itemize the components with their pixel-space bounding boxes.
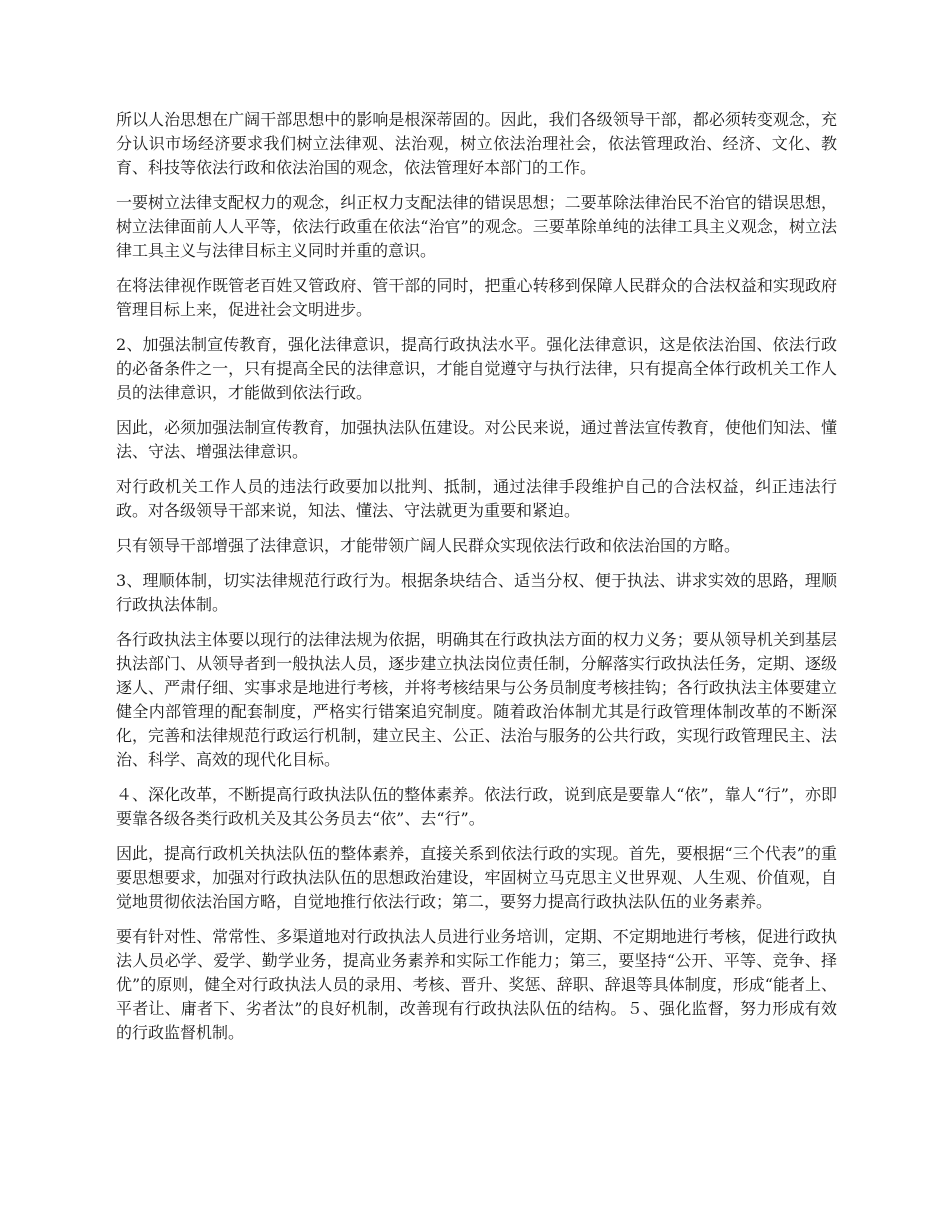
paragraph-3: 在将法律视作既管老百姓又管政府、管干部的同时，把重心转移到保障人民群众的合法权益和实现政府管理目标上来，促进社会文明进步。 (116, 276, 837, 319)
paragraph-5: 因此，必须加强法制宣传教育，加强执法队伍建设。对公民来说，通过普法宣传教育，使他们知法、懂法、守法、增强法律意识。 (116, 418, 837, 461)
paragraph-12: 要有针对性、常常性、多渠道地对行政执法人员进行业务培训，定期、不定期地进行考核，促进行政执法人员必学、爱学、勤学业务，提高业务素养和实际工作能力；第三，要坚持“公开、平等、竞争、择优”的原则，健全对行政执法人员的录用、考核、晋升、奖惩、辞职、辞退等具体制度，形成“能者上、平者让、庸者下、劣者汰”的良好机制，改善现有行政执法队伍的结构。５、强化监督，努力形成有效的行政监督机制。 (116, 927, 837, 1042)
paragraph-7: 只有领导干部增强了法律意识，才能带领广阔人民群众实现依法行政和依法治国的方略。 (116, 536, 741, 555)
paragraph-9: 各行政执法主体要以现行的法律法规为依据，明确其在行政执法方面的权力义务；要从领导机关到基层执法部门、从领导者到一般执法人员，逐步建立执法岗位责任制，分解落实行政执法任务，定期、逐级逐人、严肃仔细、实事求是地进行考核，并将考核结果与公务员制度考核挂钩；各行政执法主体要建立健全内部管理的配套制度，严格实行错案追究制度。随着政治体制尤其是行政管理体制改革的不断深化，完善和法律规范行政运行机制，建立民主、公正、法治与服务的公共行政，实现行政管理民主、法治、科学、高效的现代化目标。 (116, 630, 837, 769)
paragraph-4: 2、加强法制宣传教育，强化法律意识，提高行政执法水平。强化法律意识，这是依法治国、依法行政的必备条件之一，只有提高全民的法律意识，才能自觉遵守与执行法律，只有提高全体行政机关工作人员的法律意识，才能做到依法行政。 (116, 335, 837, 402)
paragraph-8: 3、理顺体制，切实法律规范行政行为。根据条块结合、适当分权、便于执法、讲求实效的思路，理顺行政执法体制。 (116, 571, 837, 614)
paragraph-6: 对行政机关工作人员的违法行政要加以批判、抵制，通过法律手段维护自己的合法权益，纠正违法行政。对各级领导干部来说，知法、懂法、守法就更为重要和紧迫。 (116, 477, 837, 520)
paragraph-2: 一要树立法律支配权力的观念，纠正权力支配法律的错误思想；二要革除法律治民不治官的错误思想，树立法律面前人人平等，依法行政重在依法“治官”的观念。三要革除单纯的法律工具主义观念，树立法律工具主义与法律目标主义同时并重的意识。 (116, 193, 837, 260)
paragraph-10: ４、深化改革，不断提高行政执法队伍的整体素养。依法行政，说到底是要靠人“依”，靠人“行”，亦即要靠各级各类行政机关及其公务员去“依”、去“行”。 (116, 785, 837, 828)
paragraph-1: 所以人治思想在广阔干部思想中的影响是根深蒂固的。因此，我们各级领导干部，都必须转变观念，充分认识市场经济要求我们树立法律观、法治观，树立依法治理社会，依法管理政治、经济、文化、教育、科技等依法行政和依法治国的观念，依法管理好本部门的工作。 (116, 110, 837, 177)
document-body (116, 108, 837, 1056)
paragraph-11: 因此，提高行政机关执法队伍的整体素养，直接关系到依法行政的实现。首先，要根据“三个代表”的重要思想要求，加强对行政执法队伍的思想政治建设，牢固树立马克思主义世界观、人生观、价值观，自觉地贯彻依法治国方略，自觉地推行依法行政；第二，要努力提高行政执法队伍的业务素养。 (116, 844, 837, 911)
